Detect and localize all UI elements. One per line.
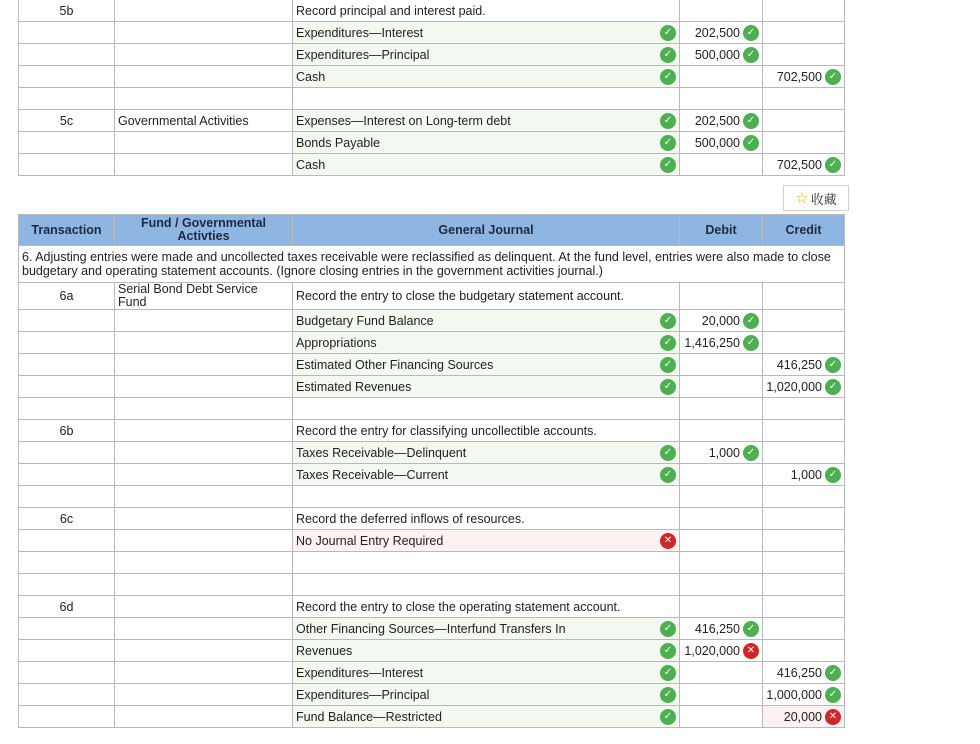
- check-icon: ✓: [743, 621, 759, 637]
- account-select[interactable]: Other Financing Sources—Interfund Transfers In ✓: [293, 618, 680, 640]
- credit-input[interactable]: 416,250 ✓: [763, 662, 845, 684]
- credit-input[interactable]: [763, 110, 845, 132]
- check-icon: ✓: [660, 157, 676, 173]
- fund-select[interactable]: Governmental Activities: [115, 110, 293, 132]
- table-row: [19, 398, 845, 420]
- top-journal-table: [18, 0, 845, 176]
- credit-input[interactable]: 702,500 ✓: [763, 154, 845, 176]
- check-icon: ✓: [660, 357, 676, 373]
- credit-input[interactable]: [763, 44, 845, 66]
- memo-text: Record the deferred inflows of resources.: [293, 508, 680, 530]
- table-row: [19, 662, 845, 684]
- transaction-id: 6a: [19, 283, 115, 310]
- table-row: [19, 376, 845, 398]
- account-select[interactable]: Expenditures—Interest ✓: [293, 22, 680, 44]
- table-row: [19, 706, 845, 728]
- credit-input[interactable]: 20,000 ✕: [763, 706, 845, 728]
- check-icon: ✓: [660, 621, 676, 637]
- table-row: [19, 464, 845, 486]
- debit-input[interactable]: [680, 684, 763, 706]
- header-row: [19, 215, 845, 246]
- col-header-journal: General Journal: [293, 215, 680, 246]
- table-row: [19, 442, 845, 464]
- credit-input[interactable]: [763, 442, 845, 464]
- description-row: [19, 246, 845, 283]
- credit-input[interactable]: [763, 640, 845, 662]
- credit-input[interactable]: 416,250 ✓: [763, 354, 845, 376]
- check-icon: ✓: [743, 335, 759, 351]
- table-row: [19, 684, 845, 706]
- table-row: [19, 640, 845, 662]
- account-select[interactable]: Expenditures—Interest ✓: [293, 662, 680, 684]
- memo-text: Record the entry for classifying uncollectible accounts.: [293, 420, 680, 442]
- credit-input[interactable]: 1,000 ✓: [763, 464, 845, 486]
- credit-input[interactable]: 1,020,000 ✓: [763, 376, 845, 398]
- credit-input[interactable]: [763, 332, 845, 354]
- check-icon: ✓: [825, 379, 841, 395]
- check-icon: ✓: [743, 25, 759, 41]
- transaction-id: 6c: [19, 508, 115, 530]
- table-row: [19, 88, 845, 110]
- check-icon: ✓: [825, 157, 841, 173]
- account-select[interactable]: Revenues ✓: [293, 640, 680, 662]
- fund-select[interactable]: Serial Bond Debt Service Fund: [115, 283, 293, 310]
- table-row: [19, 508, 845, 530]
- transaction-id: 5b: [19, 0, 115, 22]
- check-icon: ✓: [660, 69, 676, 85]
- debit-input[interactable]: 202,500 ✓: [680, 22, 763, 44]
- table-row: [19, 574, 845, 596]
- table-row: [19, 22, 845, 44]
- account-select[interactable]: Cash ✓: [293, 66, 680, 88]
- credit-input[interactable]: [763, 132, 845, 154]
- debit-input[interactable]: 500,000 ✓: [680, 44, 763, 66]
- check-icon: ✓: [825, 69, 841, 85]
- table-row: [19, 132, 845, 154]
- account-select[interactable]: Appropriations ✓: [293, 332, 680, 354]
- check-icon: ✓: [660, 643, 676, 659]
- table-row: [19, 154, 845, 176]
- table-row: [19, 420, 845, 442]
- col-header-debit: Debit: [680, 215, 763, 246]
- cross-icon: ✕: [660, 533, 676, 549]
- check-icon: ✓: [825, 467, 841, 483]
- check-icon: ✓: [743, 135, 759, 151]
- debit-input[interactable]: [680, 706, 763, 728]
- check-icon: ✓: [660, 379, 676, 395]
- debit-input[interactable]: [680, 154, 763, 176]
- debit-input[interactable]: 1,416,250 ✓: [680, 332, 763, 354]
- table-row: [19, 618, 845, 640]
- check-icon: ✓: [825, 665, 841, 681]
- table-row: [19, 44, 845, 66]
- debit-input[interactable]: 20,000 ✓: [680, 310, 763, 332]
- col-header-transaction: Transaction: [19, 215, 115, 246]
- account-select[interactable]: Estimated Revenues ✓: [293, 376, 680, 398]
- col-header-credit: Credit: [763, 215, 845, 246]
- bookmark-label: 收藏: [810, 191, 837, 207]
- problem-description: 6. Adjusting entries were made and uncollected taxes receivable were reclassified as delinquent. At the fund level, entries were also made to close budgetary and operating statement accounts. (Ignore closing entries in the government activities journal.): [19, 246, 845, 283]
- memo-text: Record the entry to close the budgetary statement account.: [293, 283, 680, 310]
- debit-input[interactable]: 500,000 ✓: [680, 132, 763, 154]
- cross-icon: ✕: [743, 643, 759, 659]
- star-icon: ☆: [795, 190, 809, 207]
- check-icon: ✓: [743, 113, 759, 129]
- credit-input[interactable]: [763, 530, 845, 552]
- debit-input[interactable]: 1,020,000 ✕: [680, 640, 763, 662]
- check-icon: ✓: [660, 665, 676, 681]
- transaction-id: 6b: [19, 420, 115, 442]
- check-icon: ✓: [660, 687, 676, 703]
- debit-input[interactable]: [680, 66, 763, 88]
- debit-input[interactable]: [680, 662, 763, 684]
- check-icon: ✓: [660, 467, 676, 483]
- table-row: [19, 596, 845, 618]
- check-icon: ✓: [660, 313, 676, 329]
- transaction-id: 6d: [19, 596, 115, 618]
- check-icon: ✓: [743, 47, 759, 63]
- debit-input[interactable]: 202,500 ✓: [680, 110, 763, 132]
- table-row: [19, 283, 845, 310]
- transaction-id: 5c: [19, 110, 115, 132]
- debit-input[interactable]: 1,000 ✓: [680, 442, 763, 464]
- credit-input[interactable]: [763, 22, 845, 44]
- account-select[interactable]: Bonds Payable ✓: [293, 132, 680, 154]
- check-icon: ✓: [660, 709, 676, 725]
- account-select[interactable]: Taxes Receivable—Delinquent ✓: [293, 442, 680, 464]
- table-row: [19, 0, 845, 22]
- debit-input[interactable]: [680, 376, 763, 398]
- check-icon: ✓: [743, 313, 759, 329]
- account-select[interactable]: Expenditures—Principal ✓: [293, 684, 680, 706]
- check-icon: ✓: [660, 113, 676, 129]
- col-header-fund: Fund / Governmental Activties: [115, 215, 293, 246]
- credit-input[interactable]: [763, 310, 845, 332]
- check-icon: ✓: [825, 357, 841, 373]
- account-select[interactable]: Cash ✓: [293, 154, 680, 176]
- account-select[interactable]: Budgetary Fund Balance ✓: [293, 310, 680, 332]
- credit-input[interactable]: 702,500 ✓: [763, 66, 845, 88]
- table-row: [19, 310, 845, 332]
- table-row: [19, 354, 845, 376]
- debit-input[interactable]: 416,250 ✓: [680, 618, 763, 640]
- account-select[interactable]: Taxes Receivable—Current ✓: [293, 464, 680, 486]
- memo-text: Record the entry to close the operating statement account.: [293, 596, 680, 618]
- account-select[interactable]: Expenditures—Principal ✓: [293, 44, 680, 66]
- table-row: [19, 552, 845, 574]
- check-icon: ✓: [660, 47, 676, 63]
- debit-input[interactable]: [680, 464, 763, 486]
- bookmark-button[interactable]: [783, 185, 849, 211]
- table-row: [19, 332, 845, 354]
- check-icon: ✓: [660, 25, 676, 41]
- credit-input[interactable]: 1,000,000 ✓: [763, 684, 845, 706]
- account-select[interactable]: Fund Balance—Restricted ✓: [293, 706, 680, 728]
- debit-input[interactable]: [680, 354, 763, 376]
- account-select[interactable]: Expenses—Interest on Long-term debt ✓: [293, 110, 680, 132]
- table-row: [19, 110, 845, 132]
- check-icon: ✓: [743, 445, 759, 461]
- table-row: [19, 530, 845, 552]
- table-row: [19, 66, 845, 88]
- cross-icon: ✕: [825, 709, 841, 725]
- debit-input[interactable]: [680, 530, 763, 552]
- check-icon: ✓: [660, 335, 676, 351]
- table-row: [19, 486, 845, 508]
- credit-input[interactable]: [763, 618, 845, 640]
- check-icon: ✓: [825, 687, 841, 703]
- journal-table: [18, 214, 845, 728]
- account-select[interactable]: Estimated Other Financing Sources ✓: [293, 354, 680, 376]
- check-icon: ✓: [660, 445, 676, 461]
- account-select[interactable]: No Journal Entry Required ✕: [293, 530, 680, 552]
- memo-text: Record principal and interest paid.: [293, 0, 680, 22]
- check-icon: ✓: [660, 135, 676, 151]
